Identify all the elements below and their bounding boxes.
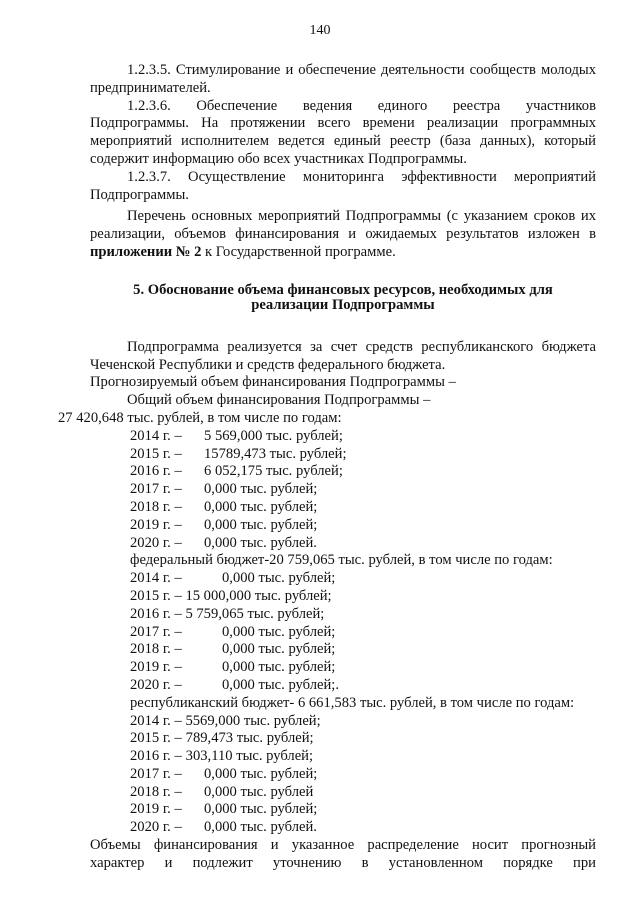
year-value: 0,000 тыс. рублей; [204, 498, 318, 515]
list-item [130, 606, 596, 624]
list-item [130, 446, 596, 464]
word: реестра [452, 97, 501, 114]
paragraph-funding-sources: Подпрограмма реализуется за счет средств республиканского бюджета Чеченской Республики и средств федерального бюджета. [90, 338, 596, 373]
year-value: 0,000 тыс. рублей; [204, 481, 318, 498]
year-label: 2017 г. – [130, 623, 182, 640]
list-item [130, 517, 596, 535]
year-label: 2019 г. – [130, 801, 182, 818]
year-value: 0,000 тыс. рублей; [204, 801, 318, 818]
word: в [361, 854, 369, 871]
year-label: 2017 г. – [130, 481, 182, 498]
year-label: 2015 г. – [130, 730, 182, 747]
list-item [130, 428, 596, 446]
closing-line-2 [90, 855, 596, 873]
year-value: 0,000 тыс. рублей; [204, 765, 318, 782]
year-label: 2014 г. – [130, 570, 182, 587]
word: ведения [302, 97, 353, 114]
paragraph-activities-list [90, 208, 596, 261]
year-value: 6 052,175 тыс. рублей; [204, 463, 343, 480]
year-label: 2020 г. – [130, 676, 182, 693]
word: единого [377, 97, 428, 114]
paragraph-1-2-3-7: 1.2.3.7. Осуществление мониторинга эффективности мероприятий Подпрограммы. [90, 168, 596, 203]
word: при [573, 854, 596, 871]
list-item [130, 730, 596, 748]
list-item [130, 659, 596, 677]
list-item [130, 819, 596, 837]
list-item [130, 677, 596, 695]
year-label: 2019 г. – [130, 516, 182, 533]
year-label: 2018 г. – [130, 498, 182, 515]
list-item [130, 499, 596, 517]
year-value: 303,110 тыс. рублей; [185, 748, 314, 765]
list-tail: к Государственной программе. [201, 243, 396, 260]
list-item [130, 570, 596, 588]
list-item [130, 784, 596, 802]
word: участников [525, 97, 596, 114]
year-label: 2016 г. – [130, 605, 182, 622]
year-label: 2016 г. – [130, 463, 182, 480]
year-value: 789,473 тыс. рублей; [185, 730, 314, 747]
paragraph-1-2-3-5: 1.2.3.5. Стимулирование и обеспечение деятельности сообществ молодых предпринимателей. [90, 62, 596, 96]
list-item [130, 748, 596, 766]
year-value: 0,000 тыс. рублей. [204, 534, 317, 551]
year-value: 0,000 тыс. рублей [204, 783, 314, 800]
year-label: 2018 г. – [130, 641, 182, 658]
year-value: 0,000 тыс. рублей; [222, 659, 336, 676]
year-value: 0,000 тыс. рублей; [222, 623, 336, 640]
word: подлежит [192, 854, 253, 871]
year-label: 2019 г. – [130, 659, 182, 676]
year-label: 2015 г. – [130, 587, 182, 604]
year-value: 15 000,000 тыс. рублей; [185, 587, 332, 604]
paragraph-1-2-3-6-first-line [90, 98, 596, 116]
paragraph-1-2-3-6-body: Подпрограммы. На протяжении всего времени реализации программных мероприятий исполнителем ведется единый реестр (база данных), который содержит информацию обо всех участниках Подпрограммы. [90, 115, 596, 167]
year-value: 0,000 тыс. рублей; [222, 570, 336, 587]
year-value: 5569,000 тыс. рублей; [185, 712, 321, 729]
list-item [130, 801, 596, 819]
year-label: 2014 г. – [130, 427, 182, 444]
spacer [90, 313, 596, 339]
list-text: Перечень основных мероприятий Подпрограммы (с указанием сроков их реализации, объемов финансирования и ожидаемых результатов изложен в [90, 208, 596, 243]
federal-intro: федеральный бюджет-20 759,065 тыс. рублей, в том числе по годам: [130, 552, 553, 569]
year-label: 2017 г. – [130, 765, 182, 782]
word: 1.2.3.6. [127, 97, 171, 114]
paragraph-1-2-3-6 [90, 98, 596, 169]
word: порядке [503, 854, 553, 871]
year-value: 0,000 тыс. рублей; [222, 641, 336, 658]
list-item [130, 535, 596, 553]
word: Обеспечение [196, 97, 278, 114]
section-heading: 5. Обоснование объема финансовых ресурсов, необходимых для реализации Подпрограммы [133, 281, 553, 313]
year-label: 2014 г. – [130, 712, 182, 729]
total-sum-line: 27 420,648 тыс. рублей, в том числе по годам: [58, 409, 342, 426]
year-value: 5 569,000 тыс. рублей; [204, 427, 343, 444]
federal-years-list [130, 570, 596, 695]
closing-line-1: Объемы финансирования и указанное распределение носит прогнозный [90, 837, 596, 854]
total-intro: Общий объем финансирования Подпрограммы – [127, 392, 431, 409]
year-label: 2016 г. – [130, 748, 182, 765]
forecast-line: Прогнозируемый объем финансирования Подпрограммы – [90, 374, 456, 391]
year-label: 2020 г. – [130, 819, 182, 836]
list-item [130, 624, 596, 642]
word: уточнению [272, 854, 342, 871]
page-number: 140 [309, 23, 331, 38]
republic-intro: республиканский бюджет- 6 661,583 тыс. рублей, в том числе по годам: [130, 694, 575, 711]
list-item [130, 713, 596, 731]
year-label: 2020 г. – [130, 534, 182, 551]
word: и [164, 854, 173, 871]
year-label: 2018 г. – [130, 783, 182, 800]
word: установленном [388, 854, 483, 871]
year-value: 0,000 тыс. рублей;. [222, 676, 339, 693]
document-body [58, 62, 596, 873]
year-label: 2015 г. – [130, 445, 182, 462]
year-value: 5 759,065 тыс. рублей; [185, 605, 325, 622]
word: характер [90, 854, 145, 871]
total-years-list [130, 428, 596, 553]
list-item [130, 766, 596, 784]
republic-years-list [130, 713, 596, 838]
list-item [130, 588, 596, 606]
year-value: 0,000 тыс. рублей; [204, 516, 318, 533]
list-item [130, 463, 596, 481]
list-item [130, 481, 596, 499]
appendix-reference: приложении № 2 [90, 243, 202, 260]
list-item [130, 641, 596, 659]
year-value: 15789,473 тыс. рублей; [204, 445, 347, 462]
year-value: 0,000 тыс. рублей. [204, 819, 317, 836]
